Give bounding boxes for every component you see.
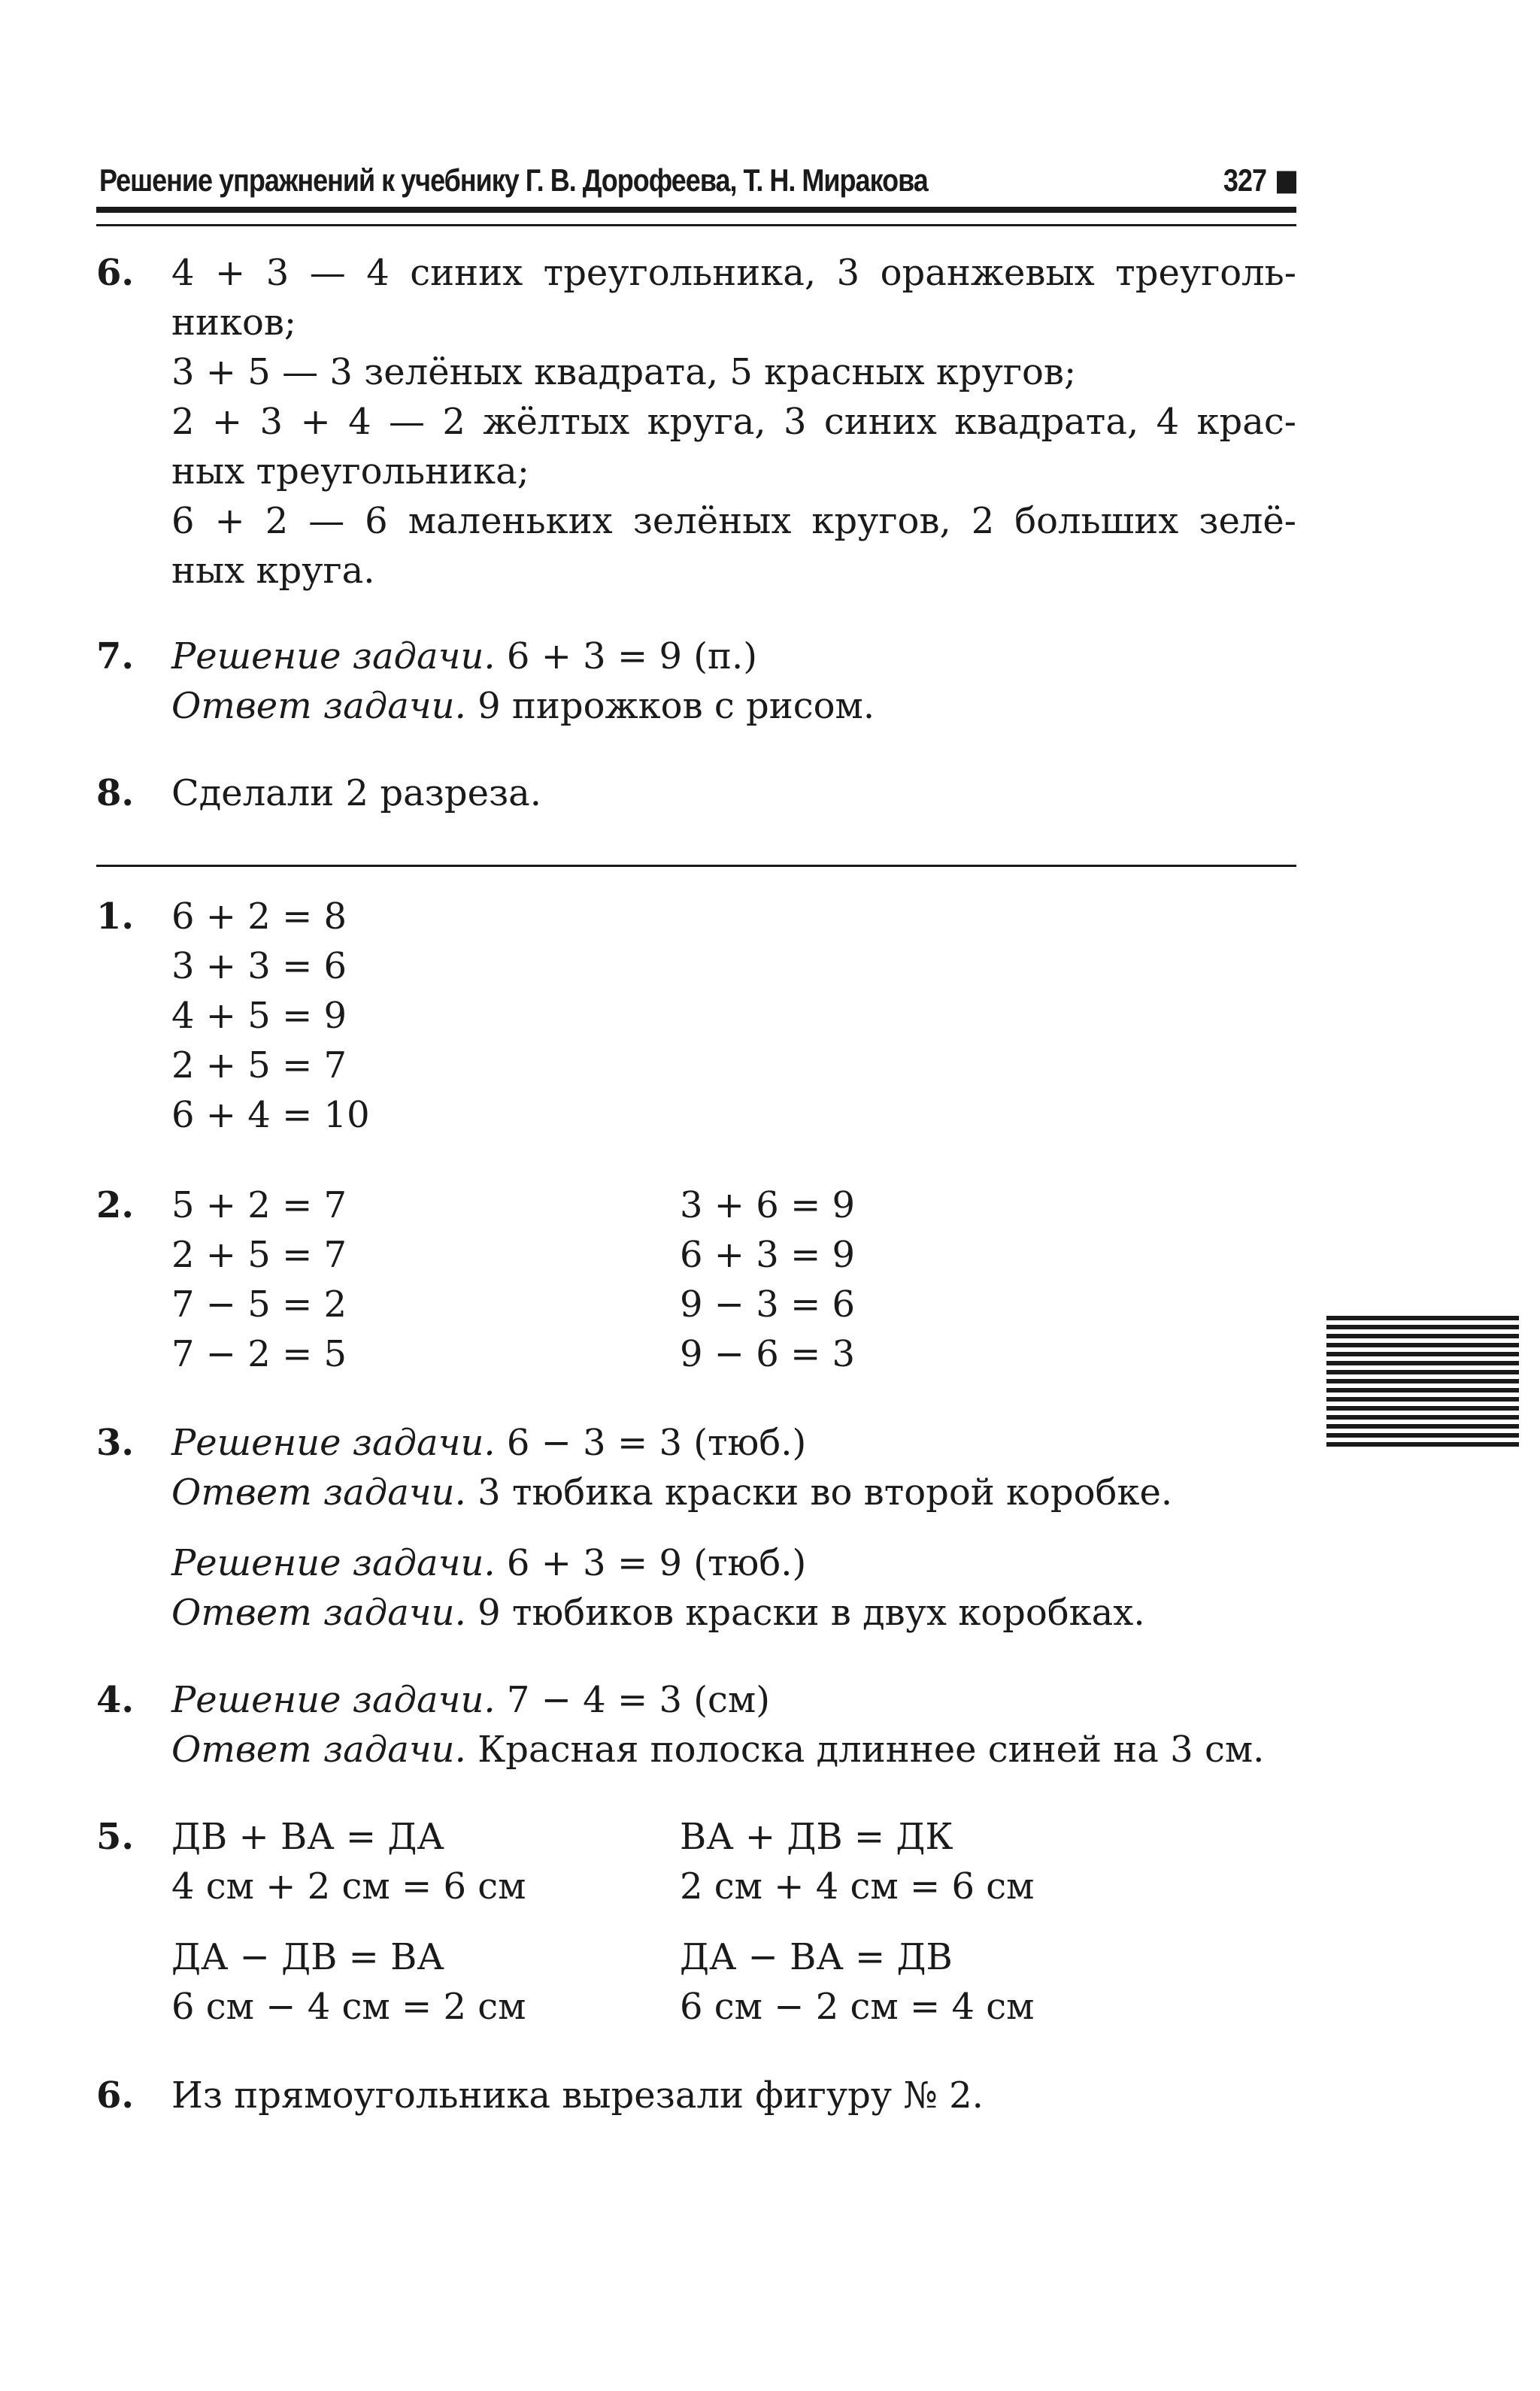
problem-number: 2. [96, 1184, 135, 1226]
solution-label: Решение задачи. [171, 1422, 496, 1464]
equation: 6 см − 2 см = 4 см [680, 1986, 1035, 2028]
text-line: ных круга. [171, 550, 375, 592]
text-line: 2 + 3 + 4 — 2 жёлтых круга, 3 синих квадрата, 4 крас- [171, 401, 1296, 443]
equation: 6 + 3 = 9 [680, 1234, 856, 1276]
text-line: 4 + 3 — 4 синих треугольника, 3 оранжевых треуголь- [171, 252, 1296, 294]
header-title: Решение упражнений к учебнику Г. В. Дорофеева, Т. Н. Миракова [99, 162, 928, 198]
problem-number: 5. [96, 1816, 135, 1858]
equation: 5 + 2 = 7 [171, 1184, 347, 1226]
problem-number: 7. [96, 635, 135, 677]
problem-number: 4. [96, 1679, 135, 1721]
text-line: 6 + 2 — 6 маленьких зелёных кругов, 2 больших зелё- [171, 500, 1296, 542]
equation: 2 + 5 = 7 [171, 1234, 347, 1276]
edge-stripe-marker [1326, 1316, 1519, 1451]
header-rule-thick [96, 207, 1296, 213]
answer-label: Ответ задачи. [171, 1592, 466, 1634]
answer-label: Ответ задачи. [171, 685, 466, 727]
equation: 9 − 6 = 3 [680, 1333, 856, 1375]
text-line: Из прямоугольника вырезали фигуру № 2. [171, 2074, 984, 2117]
header-square-mark [1277, 171, 1296, 194]
solution-text: 7 − 4 = 3 (см) [495, 1679, 770, 1721]
answer-label: Ответ задачи. [171, 1729, 466, 1771]
text-line: Сделали 2 разреза. [171, 772, 542, 814]
answer-text: 9 тюбиков краски в двух коробках. [465, 1592, 1145, 1634]
problem-number: 6. [96, 252, 135, 294]
equation: 3 + 3 = 6 [171, 945, 347, 987]
equation: 2 + 5 = 7 [171, 1044, 347, 1086]
equation: 4 + 5 = 9 [171, 995, 347, 1037]
equation: 2 см + 4 см = 6 см [680, 1865, 1035, 1908]
problem-number: 3. [96, 1422, 135, 1464]
solution-text: 6 + 3 = 9 (п.) [495, 635, 757, 677]
text-line: ных треугольника; [171, 450, 529, 492]
equation: 7 − 5 = 2 [171, 1283, 347, 1326]
answer-text: 3 тюбика краски во второй коробке. [465, 1471, 1173, 1514]
equation: 9 − 3 = 6 [680, 1283, 856, 1326]
equation: ДА − ДВ = ВА [171, 1936, 444, 1978]
answer-text: Красная полоска длиннее синей на 3 см. [465, 1729, 1265, 1771]
equation: 3 + 6 = 9 [680, 1184, 856, 1226]
problem-number: 6. [96, 2074, 135, 2117]
section-separator [96, 865, 1296, 867]
right-column [680, 1812, 1035, 2032]
solution-label: Решение задачи. [171, 635, 496, 677]
solution-label: Решение задачи. [171, 1679, 496, 1721]
equation: ДВ + ВА = ДА [171, 1816, 444, 1858]
problem-number: 1. [96, 895, 135, 938]
solution-label: Решение задачи. [171, 1542, 496, 1584]
right-column [680, 1180, 855, 1379]
equation: 7 − 2 = 5 [171, 1333, 347, 1375]
equation: ВА + ДВ = ДК [680, 1816, 953, 1858]
text-line: 3 + 5 — 3 зелёных квадрата, 5 красных кругов; [171, 351, 1077, 393]
equation: 6 + 2 = 8 [171, 895, 347, 938]
equation: 6 см − 4 см = 2 см [171, 1986, 526, 2028]
page-number: 327 [1223, 162, 1266, 198]
header-rule-thin [96, 224, 1296, 226]
equation: ДА − ВА = ДВ [680, 1936, 953, 1978]
solution-text: 6 + 3 = 9 (тюб.) [495, 1542, 807, 1584]
solution-text: 6 − 3 = 3 (тюб.) [495, 1422, 807, 1464]
answer-label: Ответ задачи. [171, 1471, 466, 1514]
equation: 4 см + 2 см = 6 см [171, 1865, 526, 1908]
problem-number: 8. [96, 772, 135, 814]
text-line: ников; [171, 302, 297, 344]
running-header [99, 162, 1296, 208]
equation: 6 + 4 = 10 [171, 1094, 370, 1136]
answer-text: 9 пирожков с рисом. [465, 685, 875, 727]
